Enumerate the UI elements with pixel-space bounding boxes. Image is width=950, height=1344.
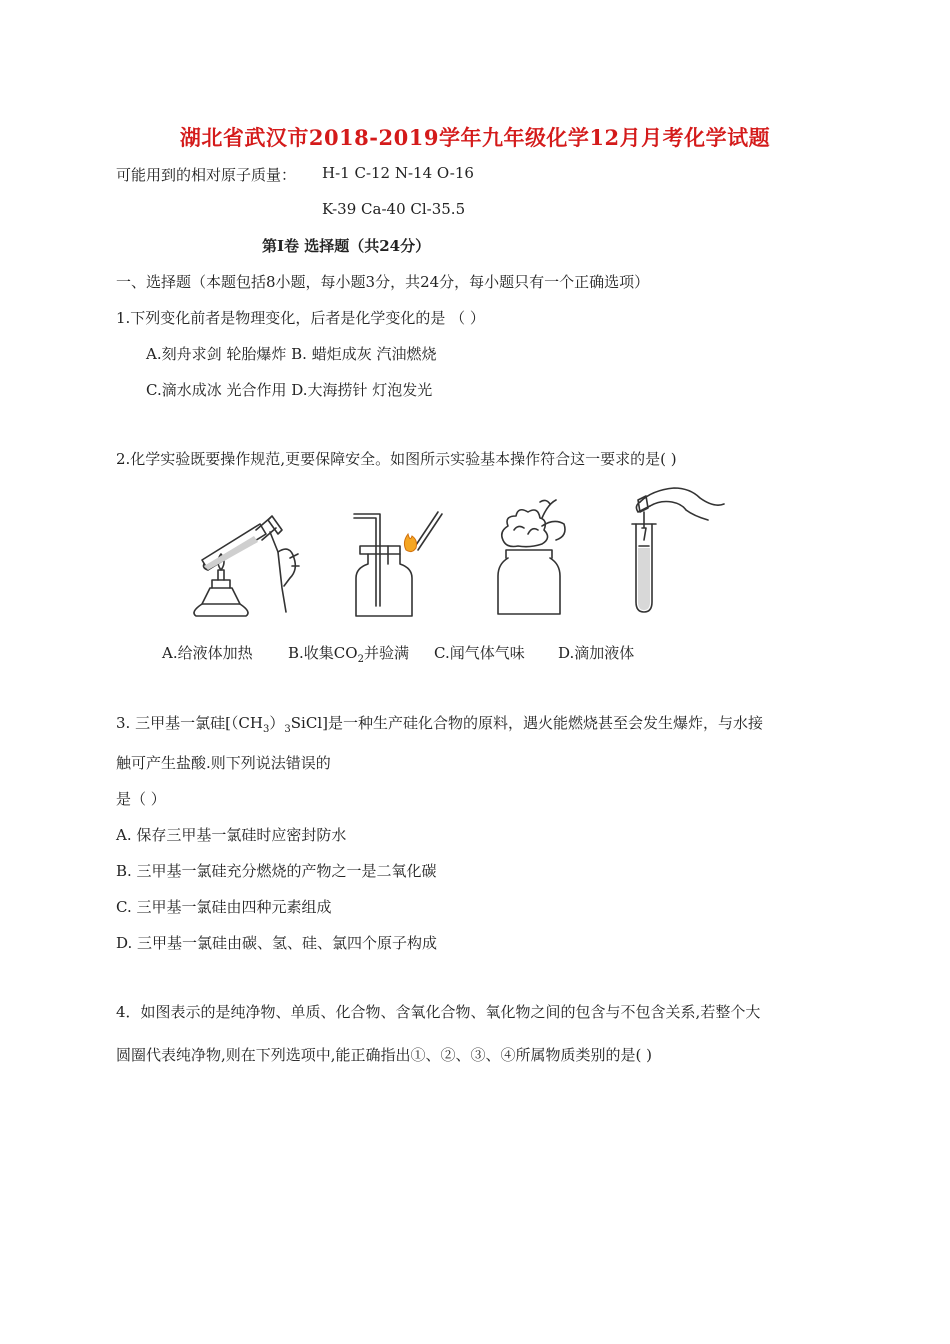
figure-drop-liquid bbox=[616, 484, 728, 616]
page-title: 湖北省武汉市2018-2019学年九年级化学12月月考化学试题 bbox=[179, 125, 771, 150]
q4-stem-line1: 4．如图表示的是纯净物、单质、化合物、含氧化合物、氧化物之间的包含与不包含关系,若整个大 bbox=[116, 1003, 761, 1021]
caption-b-sub: 2 bbox=[357, 654, 364, 665]
caption-d: D.滴加液体 bbox=[558, 644, 635, 662]
q3-stem-line2: 触可产生盐酸.则下列说法错误的 bbox=[116, 754, 331, 772]
figure-smell-gas bbox=[494, 496, 570, 620]
section-instruction: 一、选择题（本题包括8小题，每小题3分，共24分，每小题只有一个正确选项） bbox=[116, 273, 650, 291]
q3-stem-pre: 3. 三甲基一氯硅[（CH bbox=[116, 714, 263, 732]
q3-stem-end: SiCl]是一种生产硅化合物的原料，遇火能燃烧甚至会发生爆炸，与水接 bbox=[290, 714, 763, 732]
caption-b-post: 并验满 bbox=[363, 644, 409, 662]
atomic-mass-label: 可能用到的相对原子质量： bbox=[116, 166, 297, 184]
caption-b-pre: B.收集CO bbox=[288, 644, 358, 662]
atomic-mass-line2: K-39 Ca-40 Cl-35.5 bbox=[322, 200, 466, 218]
q3-option-d: D. 三甲基一氯硅由碳、氢、硅、氯四个原子构成 bbox=[116, 934, 438, 952]
q1-options-cd: C.滴水成冰 光合作用 D.大海捞针 灯泡发光 bbox=[146, 381, 433, 399]
section-title: 第Ⅰ卷 选择题（共24分） bbox=[262, 237, 431, 255]
figure-heating-liquid bbox=[182, 508, 300, 620]
caption-b bbox=[288, 642, 409, 665]
caption-a: A.给液体加热 bbox=[162, 644, 253, 662]
q3-stem-line3: 是（ ） bbox=[116, 790, 166, 808]
q2-stem: 2.化学实验既要操作规范,更要保障安全。如图所示实验基本操作符合这一要求的是( ) bbox=[116, 450, 677, 468]
q1-stem: 1.下列变化前者是物理变化，后者是化学变化的是 （ ） bbox=[116, 309, 485, 327]
q3-stem-sub2: 3 bbox=[284, 724, 291, 735]
q1-options-ab: A.刻舟求剑 轮胎爆炸 B. 蜡炬成灰 汽油燃烧 bbox=[146, 345, 437, 363]
q3-stem-sub: 3 bbox=[263, 724, 270, 735]
q3-option-c: C. 三甲基一氯硅由四种元素组成 bbox=[116, 898, 332, 916]
q3-option-b: B. 三甲基一氯硅充分燃烧的产物之一是二氧化碳 bbox=[116, 862, 437, 880]
figure-collect-co2 bbox=[350, 506, 446, 622]
q3-stem bbox=[116, 712, 763, 735]
q3-option-a: A. 保存三甲基一氯硅时应密封防水 bbox=[116, 826, 347, 844]
atomic-mass-line1: H-1 C-12 N-14 O-16 bbox=[322, 164, 474, 182]
caption-c: C.闻气体气味 bbox=[434, 644, 525, 662]
q3-stem-post: ） bbox=[269, 714, 285, 732]
q4-stem-line2: 圆圈代表纯净物,则在下列选项中,能正确指出①、②、③、④所属物质类别的是( ) bbox=[116, 1046, 653, 1064]
